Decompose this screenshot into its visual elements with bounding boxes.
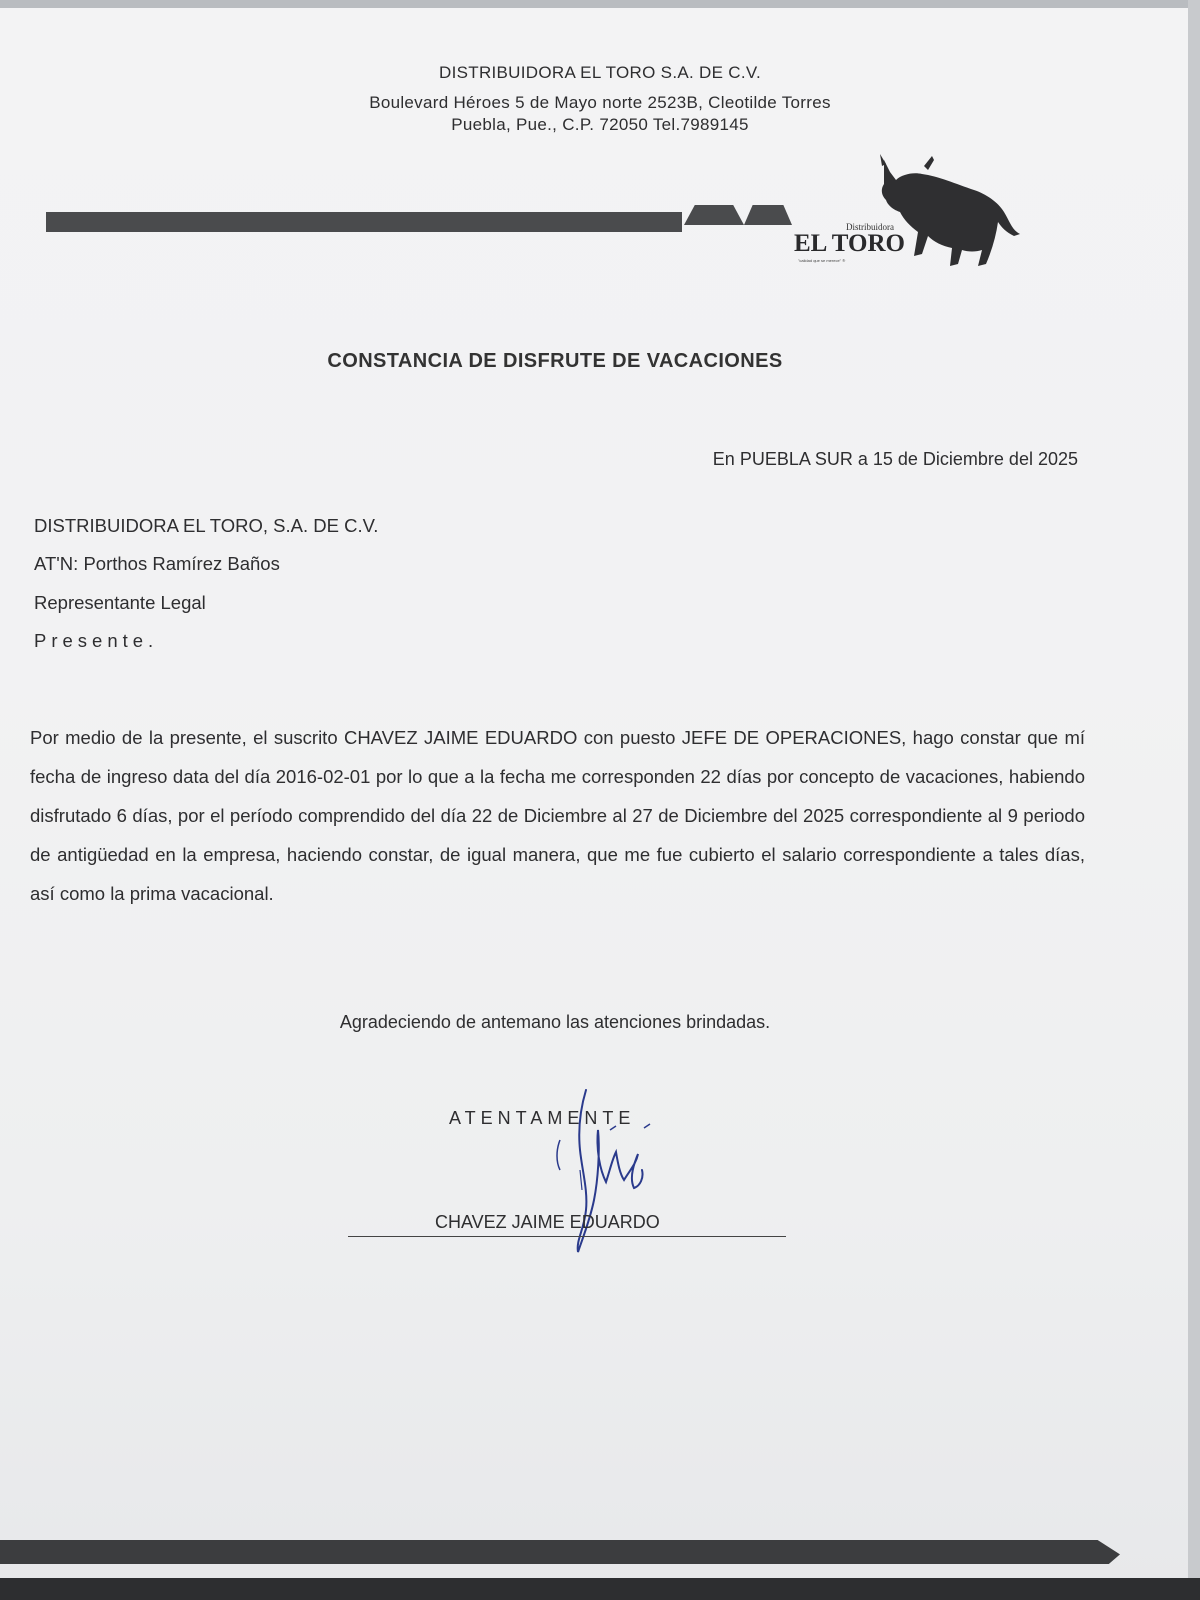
letterhead-address: Boulevard Héroes 5 de Mayo norte 2523B, Cleotilde Torres	[369, 93, 831, 112]
closing-line: Agradeciendo de antemano las atenciones brindadas.	[339, 1012, 771, 1032]
date-line: En PUEBLA SUR a 15 de Diciembre del 2025	[712, 449, 1078, 469]
footer-bar-bottom	[0, 1578, 1200, 1600]
letterhead-company: DISTRIBUIDORA EL TORO S.A. DE C.V.	[439, 63, 761, 82]
recipient-presente: Presente.	[34, 630, 159, 651]
logo-brand: EL TORO	[794, 230, 905, 257]
atentamente-label: ATENTAMENTE	[449, 1108, 636, 1128]
signature-line	[348, 1236, 786, 1237]
letterhead-city: Puebla, Pue., C.P. 72050 Tel.7989145	[451, 115, 749, 134]
handwritten-signature	[520, 1090, 700, 1280]
recipient-company: DISTRIBUIDORA EL TORO, S.A. DE C.V.	[34, 515, 379, 536]
body-paragraph: Por medio de la presente, el suscrito CHAVEZ JAIME EDUARDO con puesto JEFE DE OPERACIONES, hago constar que mí fecha de ingreso data del día 2016-02-01 por lo que a la fecha me corresponden 22 días por concepto de vacaciones, habiendo disfrutado 6 días, por el período comprendido del día 22 de Diciembre al 27 de Diciembre del 2025 correspondiente al 9 periodo de antigüedad en la empresa, haciendo constar, de igual manera, que me fue cubierto el salario correspondiente a tales días, así como la prima vacacional.	[30, 727, 1085, 904]
recipient-role: Representante Legal	[34, 592, 206, 613]
logo-tagline: "calidad que se merece" ®	[798, 258, 846, 263]
recipient-attn: AT'N: Porthos Ramírez Baños	[34, 553, 280, 574]
logo-small-text: Distribuidora	[846, 222, 894, 232]
el-toro-logo	[794, 150, 1046, 280]
document-title: CONSTANCIA DE DISFRUTE DE VACACIONES	[327, 350, 783, 372]
footer-bar	[0, 1540, 1120, 1564]
header-bar	[46, 212, 682, 232]
background-edge	[1188, 0, 1200, 1600]
signer-name: CHAVEZ JAIME EDUARDO	[435, 1212, 660, 1232]
